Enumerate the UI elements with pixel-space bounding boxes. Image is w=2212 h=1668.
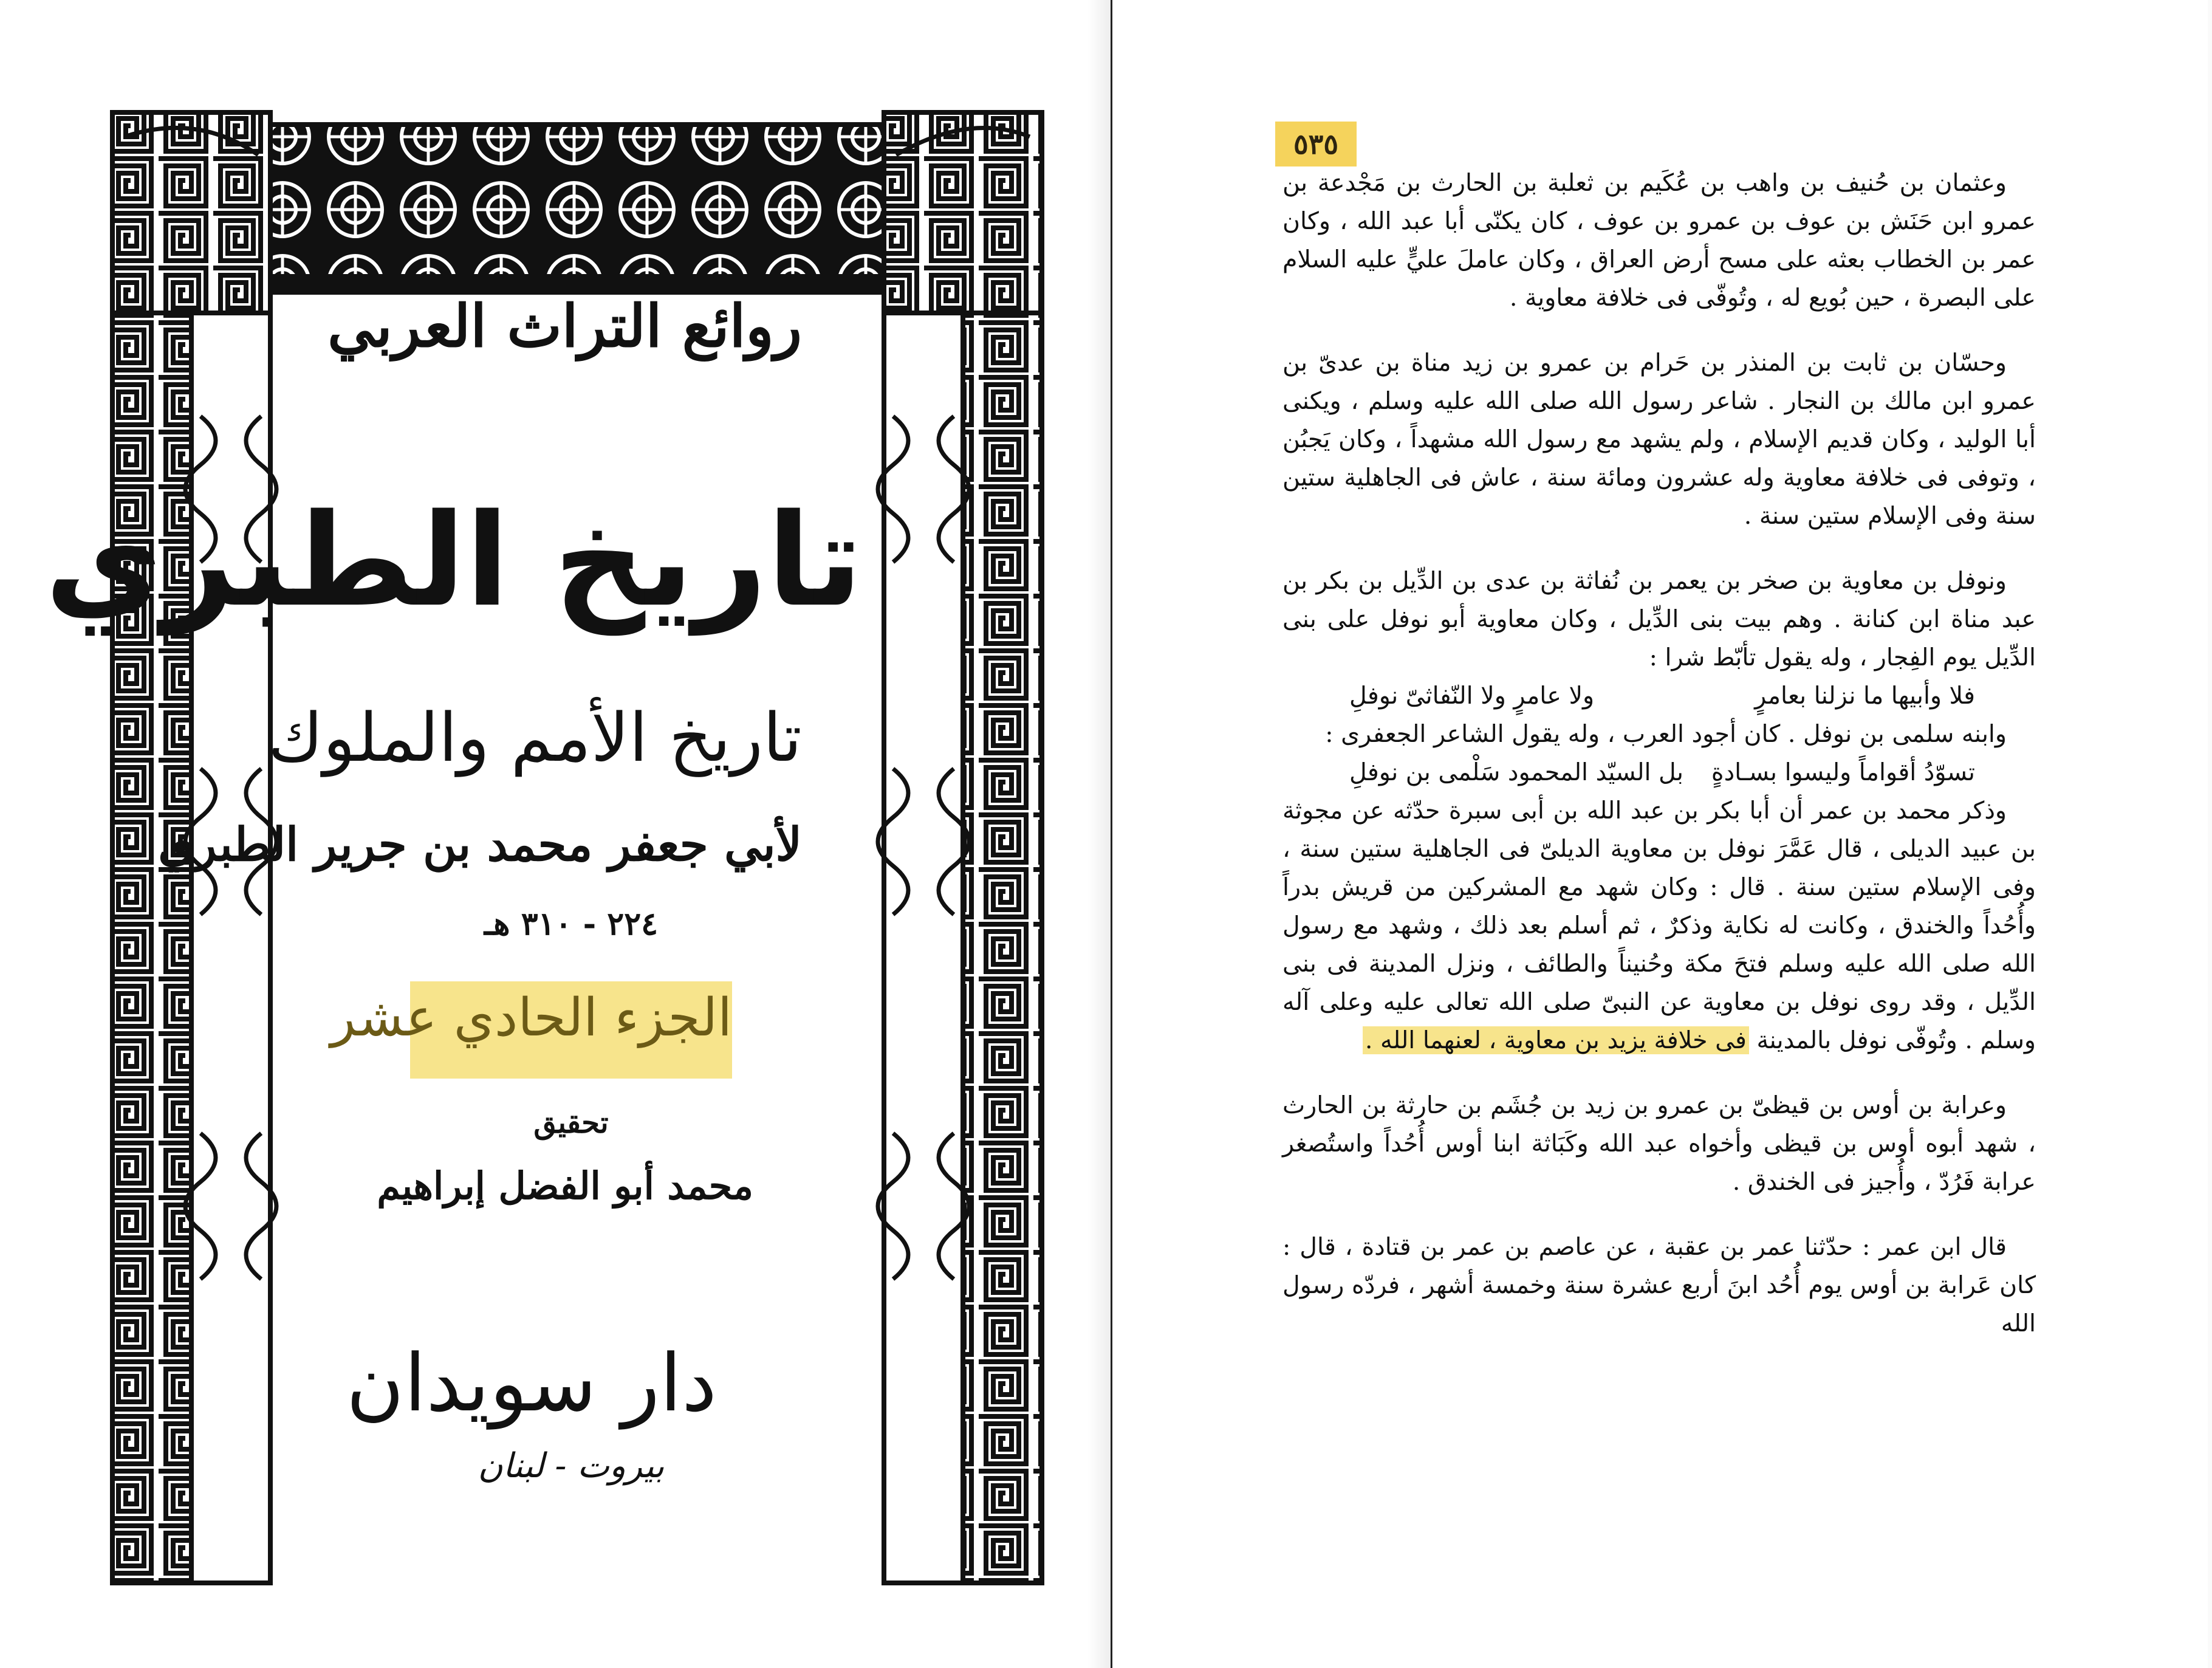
- page-number: ٥٣٥: [1293, 128, 1339, 160]
- editor-name: محمد أبو الفضل إبراهيم: [377, 1164, 753, 1208]
- verse-hemistich: بل السيّد المحمود سَلْمى بن نوفلِ: [1349, 758, 1683, 786]
- series-title: روائع التراث العربي: [327, 292, 802, 360]
- page-body: [1282, 164, 2036, 1370]
- highlighted-phrase: فى خلافة يزيد بن معاوية ، لعنهما الله .: [1363, 1026, 1749, 1054]
- edited-by-label: تحقيق: [533, 1106, 609, 1140]
- paragraph-text: وذكر محمد بن عمر أن أبا بكر بن عبد الله بن أبى سبرة حدّثه عن مجوثة بن عبيد الديلى ، قال عَمَّرَ نوفل بن معاوية الديلىّ فى الجاهلية ستين سنة ، وفى الإسلام ستين سنة . قال : وكان شهد مع المشركين من قريش بدراً وأُحُداً والخندق ، وكانت له نكاية وذكرٌ ، ثم أسلم بعد ذلك ، وشهد مع رسول الله صلى الله عليه وسلم فتحَ مكة وحُنيناً والطائف ، ونزل المدينة فى بنى الدِّيل ، وقد روى نوفل بن معاوية عن النبىّ صلى الله تعالى عليه وعلى آله وسلم . وتُوفّى نوفل بالمدينة: [1282, 797, 2036, 1054]
- verse-hemistich: ولا عامرٍ ولا النّفاثىّ نوفلِ: [1349, 682, 1595, 710]
- verse-line: [1349, 753, 1975, 792]
- page-edge: [2208, 0, 2212, 1668]
- book-title: تاريخ الطبري: [44, 486, 863, 635]
- paragraph-araba: وعرابة بن أوس بن قيظىّ بن عمرو بن زيد بن جُشَم بن حارثة بن الحارث ، شهد أبوه أوس بن قيظى وأخواه عبد الله وكَبَاثة ابنا أوس أُحُداً واستُصغر عرابة فَرُدّ ، وأُجيز فى الخندق .: [1282, 1091, 2036, 1196]
- paragraph-ibn-umar: قال ابن عمر : حدّثنا عمر بن عقبة ، عن عاصم بن عمر بن قتادة ، قال : كان عَرابة بن أوس يوم أُحُد ابنَ أربع عشرة سنة وخمسة أشهر ، فردّه رسول الله: [1282, 1233, 2036, 1337]
- text-page: [1111, 0, 2212, 1668]
- verse-line: [1349, 677, 1975, 715]
- volume-label: الجزء الحادي عشر: [330, 987, 732, 1048]
- paragraph-hassan: وحسّان بن ثابت بن المنذر بن حَرام بن عمرو بن زيد مناة بن عدىّ بن عمرو ابن مالك بن النجار . شاعر رسول الله صلى الله عليه وسلم ، ويكنى أبا الوليد ، وكان قديم الإسلام ، ولم يشهد مع رسول الله مشهداً ، وكان يَجبُن ، وتوفى فى خلافة معاوية وله عشرون ومائة سنة ، عاش فى الجاهلية ستين سنة وفى الإسلام ستين سنة .: [1282, 349, 2036, 530]
- author-dates: ٢٢٤ - ٣١٠ هـ: [484, 905, 659, 942]
- paragraph-salma: وابنه سلمى بن نوفل . كان أجود العرب ، وله يقول الشاعر الجعفرى :: [1325, 720, 2007, 748]
- author-name: لأبي جعفر محمد بن جرير الطبري: [158, 817, 802, 871]
- paragraph-nawfal-report: [1282, 792, 2036, 1060]
- publisher-logo: دار سويدان: [346, 1337, 717, 1429]
- verse-hemistich: تسوّدُ أقواماً وليسوا بسـادةٍ: [1711, 758, 1975, 786]
- publisher-city: بيروت - لبنان: [478, 1446, 665, 1486]
- gutter-shadow: [1087, 0, 1111, 1668]
- verse-hemistich: فلا وأبيها ما نزلنا بعامرٍ: [1755, 682, 1975, 710]
- paragraph-nawfal: ونوفل بن معاوية بن صخر بن يعمر بن نُفاثة بن عدى بن الدِّيل بن بكر بن عبد مناة ابن كنانة . وهم بيت بنى الدِّيل ، وكان معاوية أبو نوفل على بنى الدِّيل يوم الفِجار ، وله يقول تأبّط شرا :: [1282, 567, 2036, 671]
- paragraph-uthman: وعثمان بن حُنيف بن واهب بن عُكَيم بن ثعلبة بن الحارث بن مَجْدعة بن عمرو ابن حَنَش بن عوف بن عمرو بن عوف ، كان يكنّى أبا عبد الله ، وكان عمر بن الخطاب بعثه على مسح أرض العراق ، وكان عاملَ عليٍّ عليه السلام على البصرة ، حين بُويع له ، وتُوفّى فى خلافة معاوية .: [1282, 169, 2036, 312]
- book-subtitle: تاريخ الأمم والملوك: [268, 699, 802, 777]
